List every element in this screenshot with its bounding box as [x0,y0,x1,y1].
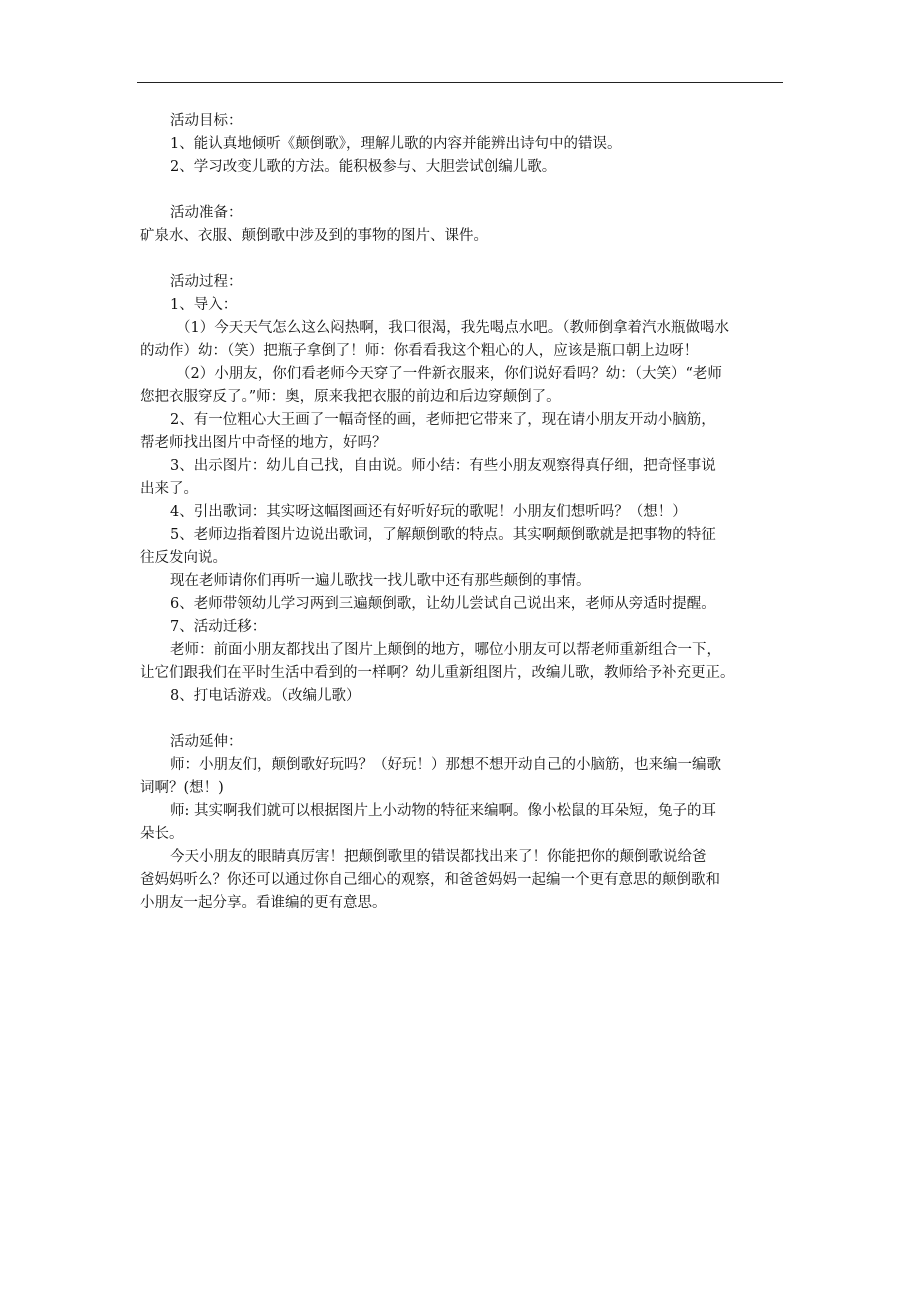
process-line: 8、打电话游戏。（改编儿歌） [170,688,361,704]
process-line: 6、老师带领幼儿学习两到三遍颠倒歌，让幼儿尝试自己说出来，老师从旁适时提醒。 [170,596,716,612]
process-line: 5、老师边指着图片边说出歌词，了解颠倒歌的特点。其实啊颠倒歌就是把事物的特征 [170,527,716,543]
goal-item: 1、能认真地倾听《颠倒歌》，理解儿歌的内容并能辨出诗句中的错误。 [170,136,622,152]
extension-line: 朵长。 [140,826,184,842]
goals-heading: 活动目标： [170,113,243,129]
process-line: 老师：前面小朋友都找出了图片上颠倒的地方，哪位小朋友可以帮老师重新组合一下， [170,642,721,658]
process-line: 出来了。 [140,481,198,497]
extension-line: 今天小朋友的眼睛真厉害！把颠倒歌里的错误都找出来了！你能把你的颠倒歌说给爸 [170,849,707,865]
process-line: 往反发向说。 [140,550,227,566]
extension-line: 爸妈妈听么？你还可以通过你自己细心的观察，和爸爸妈妈一起编一个更有意思的颠倒歌和 [140,872,720,888]
process-line: 现在老师请你们再听一遍儿歌找一找儿歌中还有那些颠倒的事情。 [170,573,591,589]
document-body [140,110,786,915]
process-line: 让它们跟我们在平时生活中看到的一样啊？幼儿重新组图片，改编儿歌，教师给予补充更正。 [140,665,735,681]
spacer [140,179,786,202]
spacer [140,708,786,731]
process-line: 的动作）幼：（笑）把瓶子拿倒了！师：你看看我这个粗心的人，应该是瓶口朝上边呀！ [140,343,699,359]
process-line: 4、引出歌词：其实呀这幅图画还有好听好玩的歌呢！小朋友们想听吗？（想！） [170,504,687,520]
process-line: 您把衣服穿反了。”师：奥，原来我把衣服的前边和后边穿颠倒了。 [140,389,561,405]
spacer [140,248,786,271]
process-line: 2、有一位粗心大王画了一幅奇怪的画，老师把它带来了，现在请小朋友开动小脑筋， [170,412,716,428]
process-line: （2）小朋友，你们看老师今天穿了一件新衣服来，你们说好看吗？幼：（大笑）“老师 [176,366,722,382]
process-line: 7、活动迁移： [170,619,267,635]
prep-heading: 活动准备： [170,205,243,221]
extension-line: 师: 其实啊我们就可以根据图片上小动物的特征来编啊。像小松鼠的耳朵短，兔子的耳 [170,803,716,819]
goal-item: 2、学习改变儿歌的方法。能积极参与、大胆尝试创编儿歌。 [170,159,557,175]
prep-text: 矿泉水、衣服、颠倒歌中涉及到的事物的图片、课件。 [140,228,488,244]
header-rule [137,82,783,83]
extension-line: 词啊？(想！) [140,780,224,796]
extension-line: 师：小朋友们，颠倒歌好玩吗？（好玩！）那想不想开动自己的小脑筋，也来编一编歌 [170,757,721,773]
extension-line: 小朋友一起分享。看谁编的更有意思。 [140,895,387,911]
process-heading: 活动过程： [170,274,243,290]
process-line: 3、出示图片：幼儿自己找，自由说。师小结：有些小朋友观察得真仔细，把奇怪事说 [170,458,716,474]
process-line: 1、导入： [170,297,238,313]
extension-heading: 活动延伸： [170,734,243,750]
process-line: 帮老师找出图片中奇怪的地方，好吗？ [140,435,387,451]
process-line: （1）今天天气怎么这么闷热啊，我口很渴，我先喝点水吧。（教师倒拿着汽水瓶做喝水 [176,320,729,336]
